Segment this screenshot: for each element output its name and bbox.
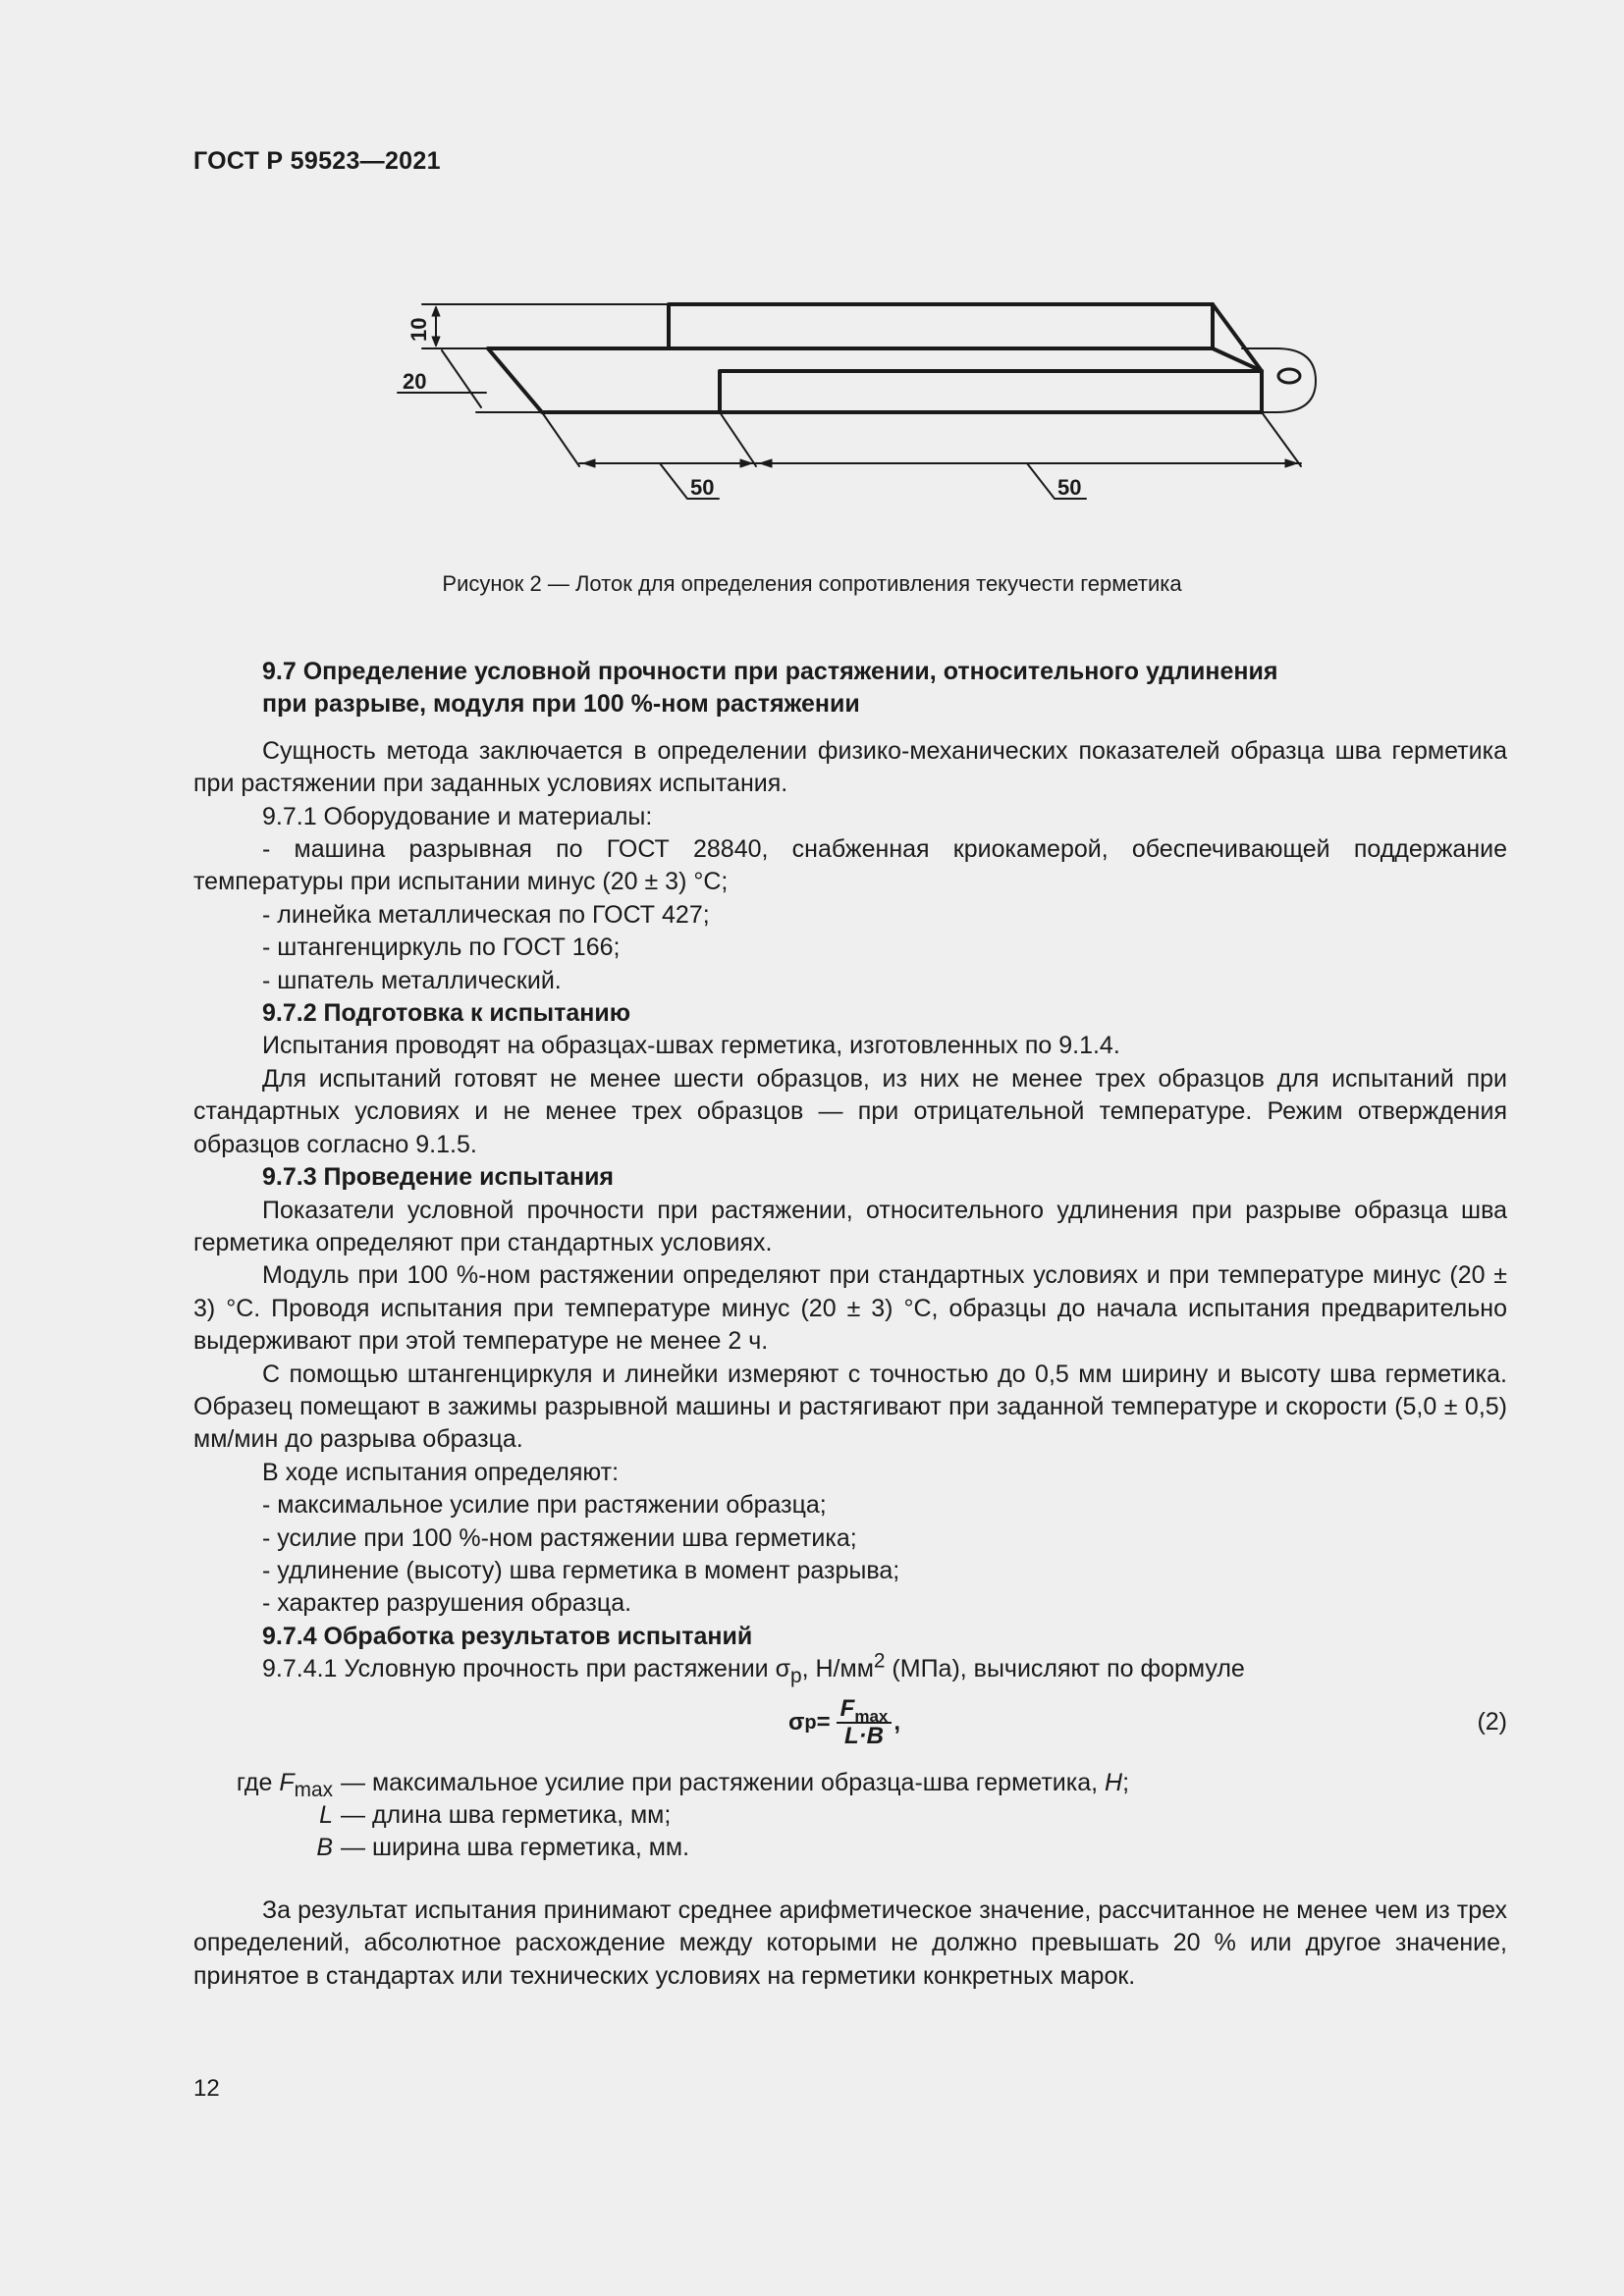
section-heading-line2: при разрыве, модуля при 100 %-ном растяжении xyxy=(262,690,860,719)
test-item: - характер разрушения образца. xyxy=(262,1589,632,1618)
test-item: - максимальное усилие при растяжении образца; xyxy=(262,1491,827,1520)
formula-fraction: $\frac{F_{max}}{L\cdot B}$ xyxy=(837,1696,893,1749)
equipment-item: - линейка металлическая по ГОСТ 427; xyxy=(262,900,710,929)
page-number: 12 xyxy=(193,2075,220,2102)
test-paragraph-3: С помощью штангенциркуля и линейки измеряют с точностью до 0,5 мм ширину и высоту шва герметика. Образец помещают в зажимы разрывной машины и растягивают при заданной температуре и скорости (5,0 ± 0,5) мм/мин до разрыва образца. xyxy=(193,1360,1507,1454)
dimension-label-50-left: 50 xyxy=(690,475,715,500)
equipment-item: - штангенциркуль по ГОСТ 166; xyxy=(262,934,621,962)
preparation-title: 9.7.2 Подготовка к испытанию xyxy=(262,999,631,1028)
formula-block xyxy=(193,1690,1507,1755)
legend-row: L — длина шва герметика, мм; xyxy=(319,1801,672,1829)
formula-legend xyxy=(193,1767,1507,1865)
section-heading-line1: 9.7 Определение условной прочности при растяжении, относительного удлинения xyxy=(262,658,1278,685)
test-title: 9.7.3 Проведение испытания xyxy=(262,1163,615,1192)
preparation-paragraph-2: Для испытаний готовят не менее шести образцов, из них не менее трех образцов для испытаний при стандартных условиях и не менее трех образцов — при отрицательной температуре. Режим отверждения образцов согласно 9.1.5. xyxy=(193,1064,1507,1158)
formula-number: (2) xyxy=(1477,1707,1507,1735)
test-paragraph-2: Модуль при 100 %-ном растяжении определяют при стандартных условиях и при температуре минус (20 ± 3) °С. Проводя испытания при температуре минус (20 ± 3) °С, образцы до начала испытания предварительно выдерживают при этой температуре не менее 2 ч. xyxy=(193,1261,1507,1356)
legend-row: где $F_{max}$ — максимальное усилие при растяжении образца-шва герметика, Н; xyxy=(236,1768,1130,1801)
equipment-title: 9.7.1 Оборудование и материалы: xyxy=(262,802,653,830)
preparation-paragraph-1: Испытания проводят на образцах-швах герметика, изготовленных по 9.1.4. xyxy=(262,1032,1120,1060)
figure-caption: Рисунок 2 — Лоток для определения сопротивления текучести герметика xyxy=(442,571,1182,596)
section-heading xyxy=(262,656,1507,721)
dimension-label-20: 20 xyxy=(403,369,427,394)
document-header-title: ГОСТ Р 59523—2021 xyxy=(193,147,441,175)
tray-drawing xyxy=(0,0,1624,550)
tray-side-plate xyxy=(488,348,1262,412)
dimension-label-10: 10 xyxy=(406,317,431,342)
test-paragraph-4: В ходе испытания определяют: xyxy=(262,1458,620,1486)
results-title: 9.7.4 Обработка результатов испытаний xyxy=(262,1622,753,1650)
tray-handle-hole xyxy=(1278,369,1300,383)
legend-row: B — ширина шва герметика, мм. xyxy=(316,1834,690,1862)
intro-paragraph: Сущность метода заключается в определении физико-механических показателей образца шва герметика при растяжении при заданных условиях испытания. xyxy=(193,736,1507,798)
formula-expression: σ р = $\frac{F_{max}}{L\cdot B}$ , xyxy=(788,1694,901,1749)
test-item: - удлинение (высоту) шва герметика в момент разрыва; xyxy=(262,1556,900,1584)
equipment-item: - шпатель металлический. xyxy=(262,966,562,994)
final-paragraph: За результат испытания принимают среднее арифметическое значение, рассчитанное не менее чем из трех определений, абсолютное расхождение между которыми не должно превышать 20 % или другое значение, принятое в стандартах или технических условиях на герметики конкретных марок. xyxy=(193,1896,1507,1990)
document-body xyxy=(193,656,1507,1993)
tray-top-plate xyxy=(669,304,1213,348)
tray-bottom-plate xyxy=(720,371,1262,412)
equipment-item: - машина разрывная по ГОСТ 28840, снабженная криокамерой, обеспечивающей поддержание температуры при испытании минус (20 ± 3) °С; xyxy=(193,835,1507,896)
test-paragraph-1: Показатели условной прочности при растяжении, относительного удлинения при разрыве образца шва герметика определяют при стандартных условиях. xyxy=(193,1196,1507,1256)
dimension-label-50-right: 50 xyxy=(1057,475,1082,500)
results-paragraph-1: 9.7.4.1 Условную прочность при растяжении $\sigma_р$, $Н/мм^2$ (МПа), вычисляют по формуле xyxy=(262,1649,1245,1688)
test-item: - усилие при 100 %-ном растяжении шва герметика; xyxy=(262,1523,857,1552)
